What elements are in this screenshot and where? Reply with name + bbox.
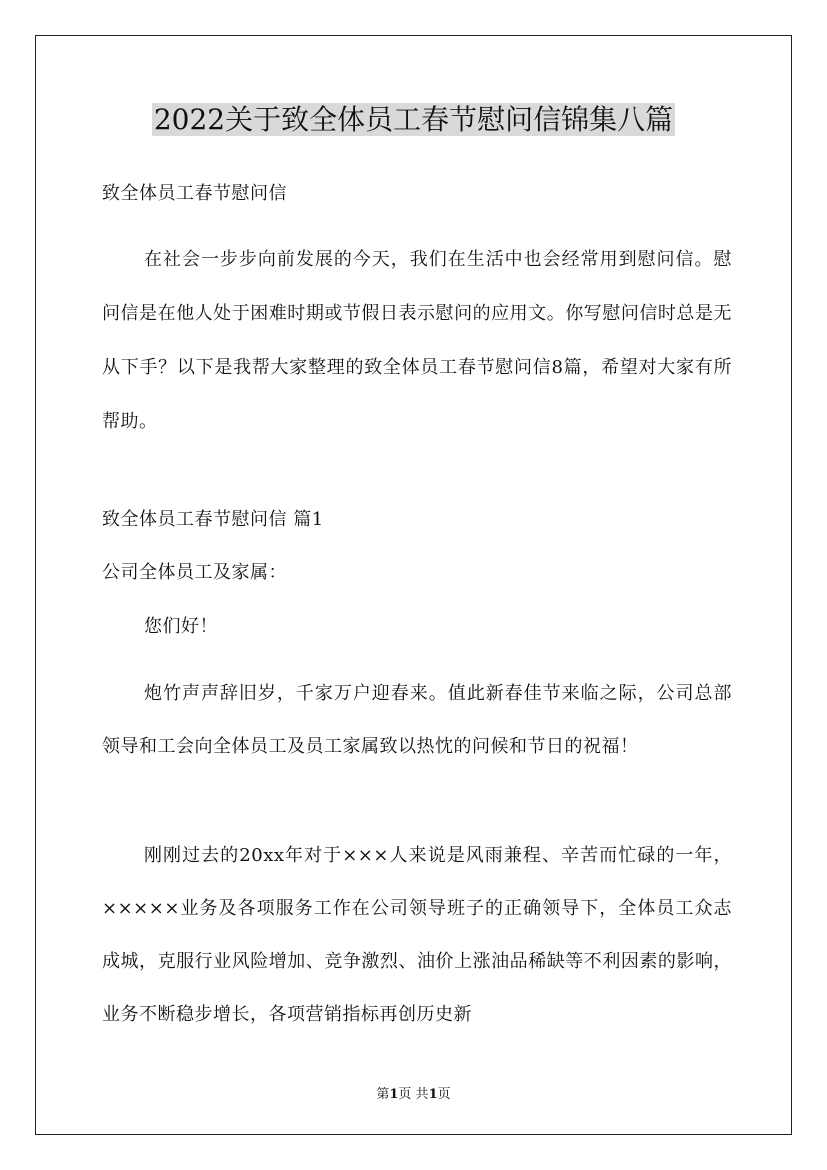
footer-page-suffix: 页 共: [398, 1087, 429, 1102]
footer-total-suffix: 页: [437, 1087, 451, 1102]
body-paragraph-2: 刚刚过去的20xx年对于×××人来说是风雨兼程、辛苦而忙碌的一年，×××××业务及各项服务工作在公司领导班子的正确领导下，全体员工众志成城，克服行业风险增加、竞争激烈、油价上涨油品稀缺等不利因素的影响，业务不断稳步增长，各项营销指标再创历史新: [102, 845, 732, 1025]
page-footer: [0, 1083, 827, 1102]
title-text: 2022关于致全体员工春节慰问信锦集八篇: [153, 103, 674, 136]
body-paragraph-1: 炮竹声声辞旧岁，千家万户迎春来。值此新春佳节来临之际，公司总部领导和工会向全体员工及员工家属致以热忱的问候和节日的祝福！: [102, 683, 732, 757]
salutation: 公司全体员工及家属：: [102, 562, 287, 583]
footer-page-number: 1: [389, 1087, 399, 1102]
letter-heading: 致全体员工春节慰问信: [102, 183, 287, 204]
greeting: 您们好！: [144, 616, 218, 637]
document-title: [0, 100, 827, 140]
section-heading: 致全体员工春节慰问信 篇1: [102, 509, 324, 530]
intro-paragraph: 在社会一步步向前发展的今天，我们在生活中也会经常用到慰问信。慰问信是在他人处于困难时期或节假日表示慰问的应用文。你写慰问信时总是无从下手？以下是我帮大家整理的致全体员工春节慰问信8篇，希望对大家有所帮助。: [102, 249, 732, 432]
footer-total-pages: 1: [428, 1087, 438, 1102]
footer-page-prefix: 第: [376, 1087, 390, 1102]
